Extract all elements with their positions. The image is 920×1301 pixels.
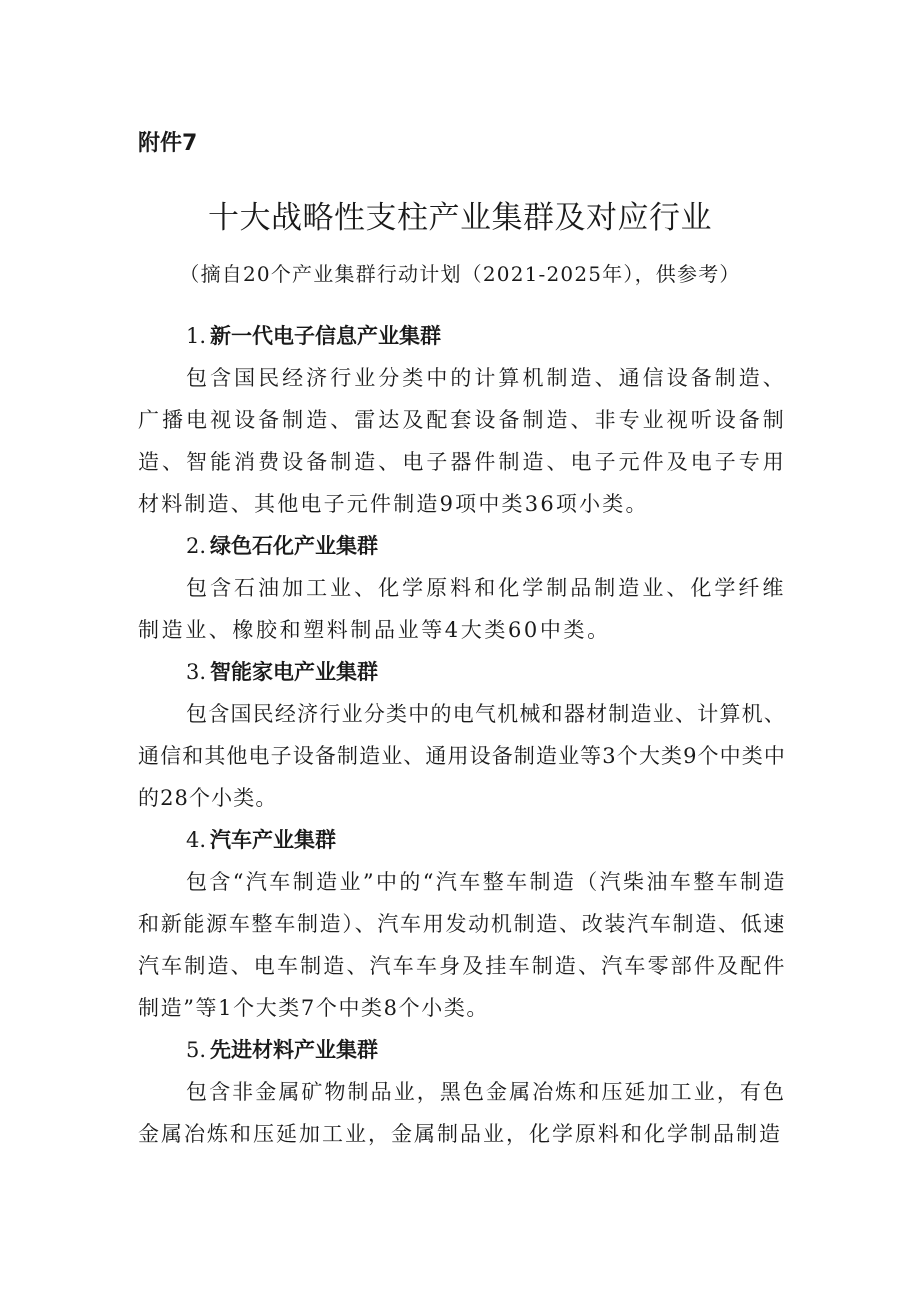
section-body: 包含国民经济行业分类中的计算机制造、通信设备制造、广播电视设备制造、雷达及配套设备制造、非专业视听设备制造、智能消费设备制造、电子器件制造、电子元件及电子专用材料制造、其他电子元件制造9项中类36项小类。 xyxy=(138,366,786,516)
section-heading xyxy=(138,315,786,357)
section-title: 绿色石化产业集群 xyxy=(210,534,379,558)
attachment-label: 附件7 xyxy=(138,131,198,156)
section-heading xyxy=(138,651,786,693)
section-number: 4. xyxy=(186,828,207,852)
document-subtitle: （摘自20个产业集群行动计划（2021-2025年），供参考） xyxy=(179,262,741,286)
section-green-petrochemical xyxy=(138,525,786,651)
section-electronic-info xyxy=(138,315,786,525)
section-automobile xyxy=(138,819,786,1029)
section-title: 新一代电子信息产业集群 xyxy=(210,324,442,348)
document-title: 十大战略性支柱产业集群及对应行业 xyxy=(208,200,712,236)
section-title: 智能家电产业集群 xyxy=(210,660,379,684)
section-number: 5. xyxy=(186,1038,207,1062)
section-body: 包含国民经济行业分类中的电气机械和器材制造业、计算机、通信和其他电子设备制造业、通用设备制造业等3个大类9个中类中的28个小类。 xyxy=(138,702,786,810)
section-number: 2. xyxy=(186,534,207,558)
section-heading xyxy=(138,525,786,567)
section-body: 包含“汽车制造业”中的“汽车整车制造（汽柴油车整车制造和新能源车整车制造）、汽车用发动机制造、改装汽车制造、低速汽车制造、电车制造、汽车车身及挂车制造、汽车零部件及配件制造”等1个大类7个中类8个小类。 xyxy=(138,870,786,1020)
section-advanced-materials xyxy=(138,1029,786,1155)
section-heading xyxy=(138,1029,786,1071)
section-body: 包含石油加工业、化学原料和化学制品制造业、化学纤维制造业、橡胶和塑料制品业等4大类60中类。 xyxy=(138,576,786,642)
section-title: 汽车产业集群 xyxy=(210,828,337,852)
section-body: 包含非金属矿物制品业，黑色金属冶炼和压延加工业，有色金属冶炼和压延加工业，金属制品业，化学原料和化学制品制造 xyxy=(138,1080,786,1146)
document-body xyxy=(138,315,786,1155)
section-number: 1. xyxy=(186,324,207,348)
section-smart-appliances xyxy=(138,651,786,819)
section-number: 3. xyxy=(186,660,207,684)
section-title: 先进材料产业集群 xyxy=(210,1038,379,1062)
section-heading xyxy=(138,819,786,861)
